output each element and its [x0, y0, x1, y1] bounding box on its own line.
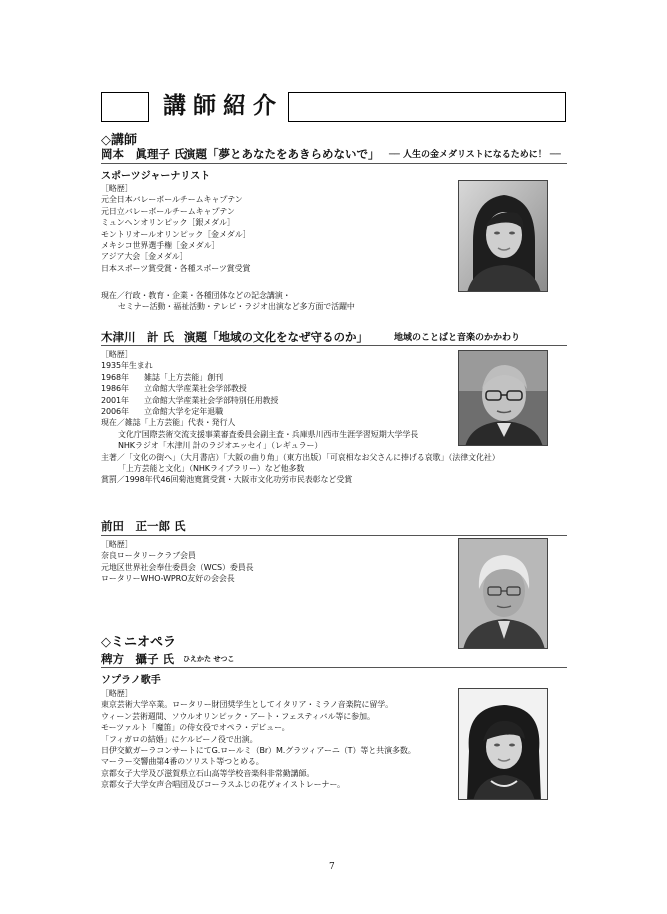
current-line: 文化庁国際芸術交流支援事業審査委員会副主査・兵庫県川西市生涯学習短期大学学長: [118, 429, 419, 439]
works-line: 「上方芸能と文化」（NHKライブラリー）など他多数: [118, 463, 305, 473]
bio-label: ［略歴］: [101, 689, 133, 698]
bio-line: 元日立バレーボールチームキャプテン: [101, 206, 235, 216]
bio-line: ウィーン芸術週間、ソウルオリンピック・アート・フェスティバル等に参加。: [101, 711, 375, 721]
history-row: 2006年 立命館大学を定年退職: [101, 406, 223, 416]
bio-line: 1935年生まれ: [101, 361, 153, 371]
bio-line: 日本スポーツ賞受賞・各種スポーツ賞受賞: [101, 263, 251, 273]
speaker1-subtitle: ── 人生の金メダリストになるために！ ──: [389, 150, 561, 160]
history-row: 1968年 雑誌「上方芸能」創刊: [101, 372, 223, 382]
speaker2-bio: [101, 349, 500, 486]
current-line: NHKラジオ「木津川 計のラジオエッセイ」（レギュラー）: [118, 441, 323, 451]
performer-name: 稗方 攝子 氏: [101, 652, 175, 666]
speaker1-current: [101, 290, 355, 313]
bio-line: モントリオールオリンピック［金メダル］: [101, 229, 251, 239]
current-line: 現在／行政・教育・企業・各種団体などの記念講演・: [101, 291, 291, 300]
bio-line: 京都女子大学女声合唱団及びコーラスふじの花ヴォイストレーナー。: [101, 780, 345, 790]
divider: [101, 163, 567, 164]
bio-line: 京都女子大学及び滋賀県立石山高等学校音楽科非常勤講師。: [101, 768, 315, 778]
bio-label: ［略歴］: [101, 350, 133, 359]
history-row: 1986年 立命館大学産業社会学部教授: [101, 384, 247, 394]
speaker2-subtitle: 地域のことばと音楽のかかわり: [394, 333, 521, 343]
speaker1-bio: [101, 183, 251, 274]
bio-line: 日伊交歓ガーラコンサートにてG.ロールミ（Br）M.グラツィアーニ（T）等と共演多数。: [101, 745, 416, 755]
bio-line: 奈良ロータリークラブ会員: [101, 551, 196, 561]
header-box-left: [101, 92, 149, 122]
current-line: セミナー活動・福祉活動・テレビ・ラジオ出演など多方面で活躍中: [118, 302, 355, 312]
speaker3-bio: [101, 539, 254, 585]
performer-heading: [101, 651, 567, 665]
speaker2-heading: [101, 329, 567, 343]
speaker1-photo: [458, 180, 548, 292]
divider: [101, 345, 567, 346]
speaker2-name: 木津川 計 氏: [101, 330, 175, 344]
works-line: 主著／「文化の街へ」（大月書店）「大阪の曲り角」（東方出版）「可哀相なお父さんに捧げる哀歌」（法律文化社）: [101, 452, 500, 462]
awards-line: 賞罰／1998年代46回菊池寛賞受賞・大阪市文化功労市民表彰など受賞: [101, 475, 353, 485]
bio-label: ［略歴］: [101, 184, 133, 193]
speaker1-heading: [101, 146, 567, 160]
divider: [101, 667, 567, 668]
bio-line: ミュンヘンオリンピック［銀メダル］: [101, 218, 235, 228]
speaker3-heading: [101, 518, 567, 532]
current-line: 現在／雑誌「上方芸能」代表・発行人: [101, 418, 236, 428]
section-heading-lecturers: ◇講師: [101, 133, 137, 148]
speaker2-photo: [458, 350, 548, 446]
bio-line: 元地区世界社会奉仕委員会（WCS）委員長: [101, 562, 254, 572]
bio-line: ロータリーWHO-WPRO友好の会会長: [101, 574, 235, 584]
performer-role: ソプラノ歌手: [101, 675, 161, 686]
speaker2-topic: 演題「地域の文化をなぜ守るのか」: [184, 330, 368, 344]
bio-line: マーラー交響曲第4番のソリスト等つとめる。: [101, 757, 264, 767]
bio-line: 元全日本バレーボールチームキャプテン: [101, 195, 243, 205]
page-title: 講師紹介: [163, 93, 283, 119]
bio-label: ［略歴］: [101, 540, 133, 549]
bio-line: モーツァルト「魔笛」の侍女役でオペラ・デビュー。: [101, 723, 290, 733]
speaker1-role: スポーツジャーナリスト: [101, 171, 211, 182]
history-row: 2001年 立命館大学産業社会学部特別任用教授: [101, 395, 279, 405]
performer-ruby: ひえかた せつこ: [183, 655, 235, 663]
bio-line: 「フィガロの結婚」にケルビーノ役で出演。: [101, 734, 258, 744]
page-number: 7: [329, 862, 335, 872]
speaker1-name: 岡本 眞理子 氏: [101, 147, 186, 161]
bio-line: 東京芸術大学卒業。ロータリー財団奨学生としてイタリア・ミラノ音楽院に留学。: [101, 700, 394, 710]
divider: [101, 535, 567, 536]
speaker3-photo: [458, 538, 548, 649]
speaker3-name: 前田 正一郎 氏: [101, 519, 186, 533]
performer-photo: [458, 688, 548, 800]
speaker1-topic: 演題「夢とあなたをあきらめないで」: [184, 147, 380, 161]
section-heading-opera: ◇ミニオペラ: [101, 635, 176, 650]
header-box-right: [288, 92, 566, 122]
bio-line: メキシコ世界選手権［金メダル］: [101, 240, 220, 250]
bio-line: アジア大会［金メダル］: [101, 252, 188, 262]
performer-bio: [101, 688, 416, 791]
